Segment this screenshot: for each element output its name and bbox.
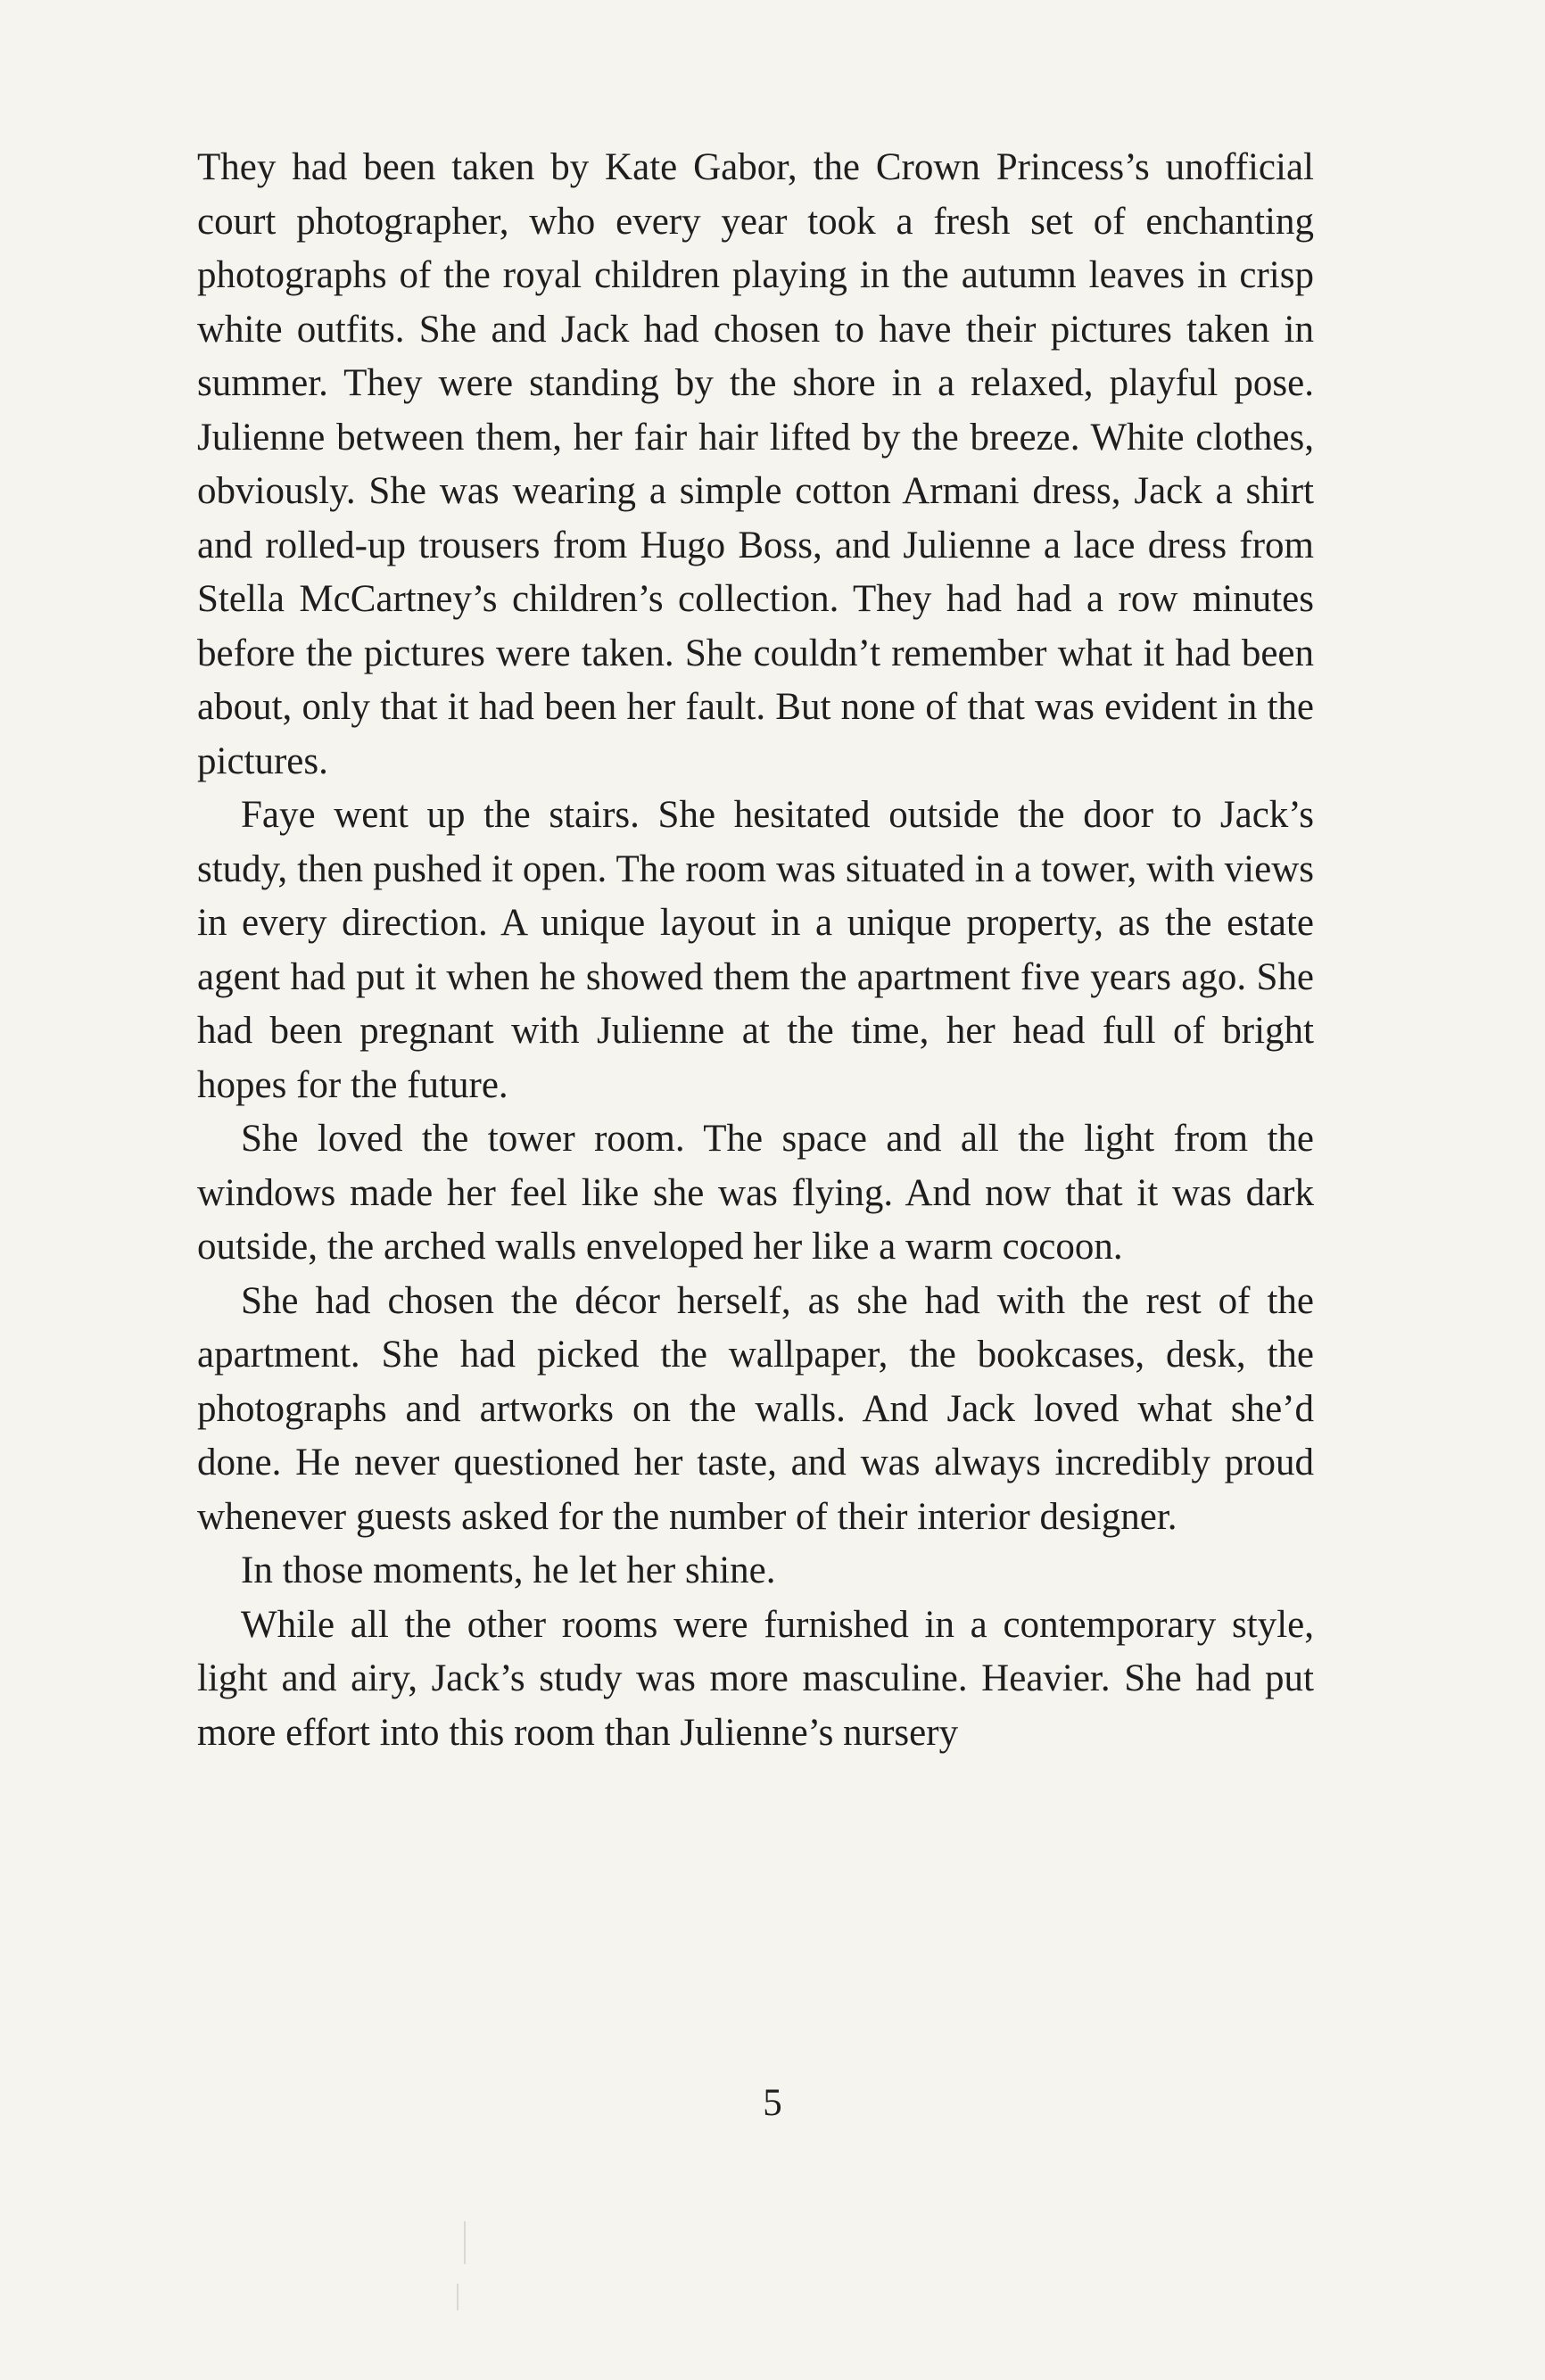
paragraph: Faye went up the stairs. She hesitated outside the door to Jack’s study, then pushed it open. The room was situated in a tower, with views in every direction. A unique layout in a unique property, as the estate agent had put it when he showed them the apartment five years ago. She had been pregnant with Julienne at the time, her head full of bright hopes for the future.: [197, 794, 1314, 1106]
paragraph: She loved the tower room. The space and all the light from the windows made her feel like she was flying. And now that it was dark outside, the arched walls enveloped her like a warm cocoon.: [197, 1118, 1314, 1268]
paragraph: They had been taken by Kate Gabor, the Crown Princess’s unofficial court photographer, who every year took a fresh set of enchanting photographs of the royal children playing in the autumn leaves in crisp white outfits. She and Jack had chosen to have their pictures taken in summer. They were standing by the shore in a relaxed, playful pose. Julienne between them, her fair hair lifted by the breeze. White clothes, obviously. She was wearing a simple cotton Armani dress, Jack a shirt and rolled-up trousers from Hugo Boss, and Julienne a lace dress from Stella McCartney’s children’s collection. They had had a row minutes before the pictures were taken. She couldn’t remember what it had been about, only that it had been her fault. But none of that was evident in the pictures.: [197, 146, 1314, 782]
paragraph: She had chosen the décor herself, as she had with the rest of the apartment. She had picked the wallpaper, the bookcases, desk, the photographs and artworks on the walls. And Jack loved what she’d done. He never questioned her taste, and was always incredibly proud whenever guests asked for the number of their interior designer.: [197, 1279, 1314, 1538]
body-text: [197, 141, 1314, 1760]
paragraph: In those moments, he let her shine.: [241, 1549, 776, 1591]
scan-artifact-line: [457, 2284, 459, 2310]
scan-artifact-line: [464, 2221, 466, 2264]
paragraph: While all the other rooms were furnished in a contemporary style, light and airy, Jack’s study was more masculine. Heavier. She had put more effort into this room than Julienne’s nursery: [197, 1603, 1314, 1754]
page-number: 5: [763, 2082, 782, 2124]
